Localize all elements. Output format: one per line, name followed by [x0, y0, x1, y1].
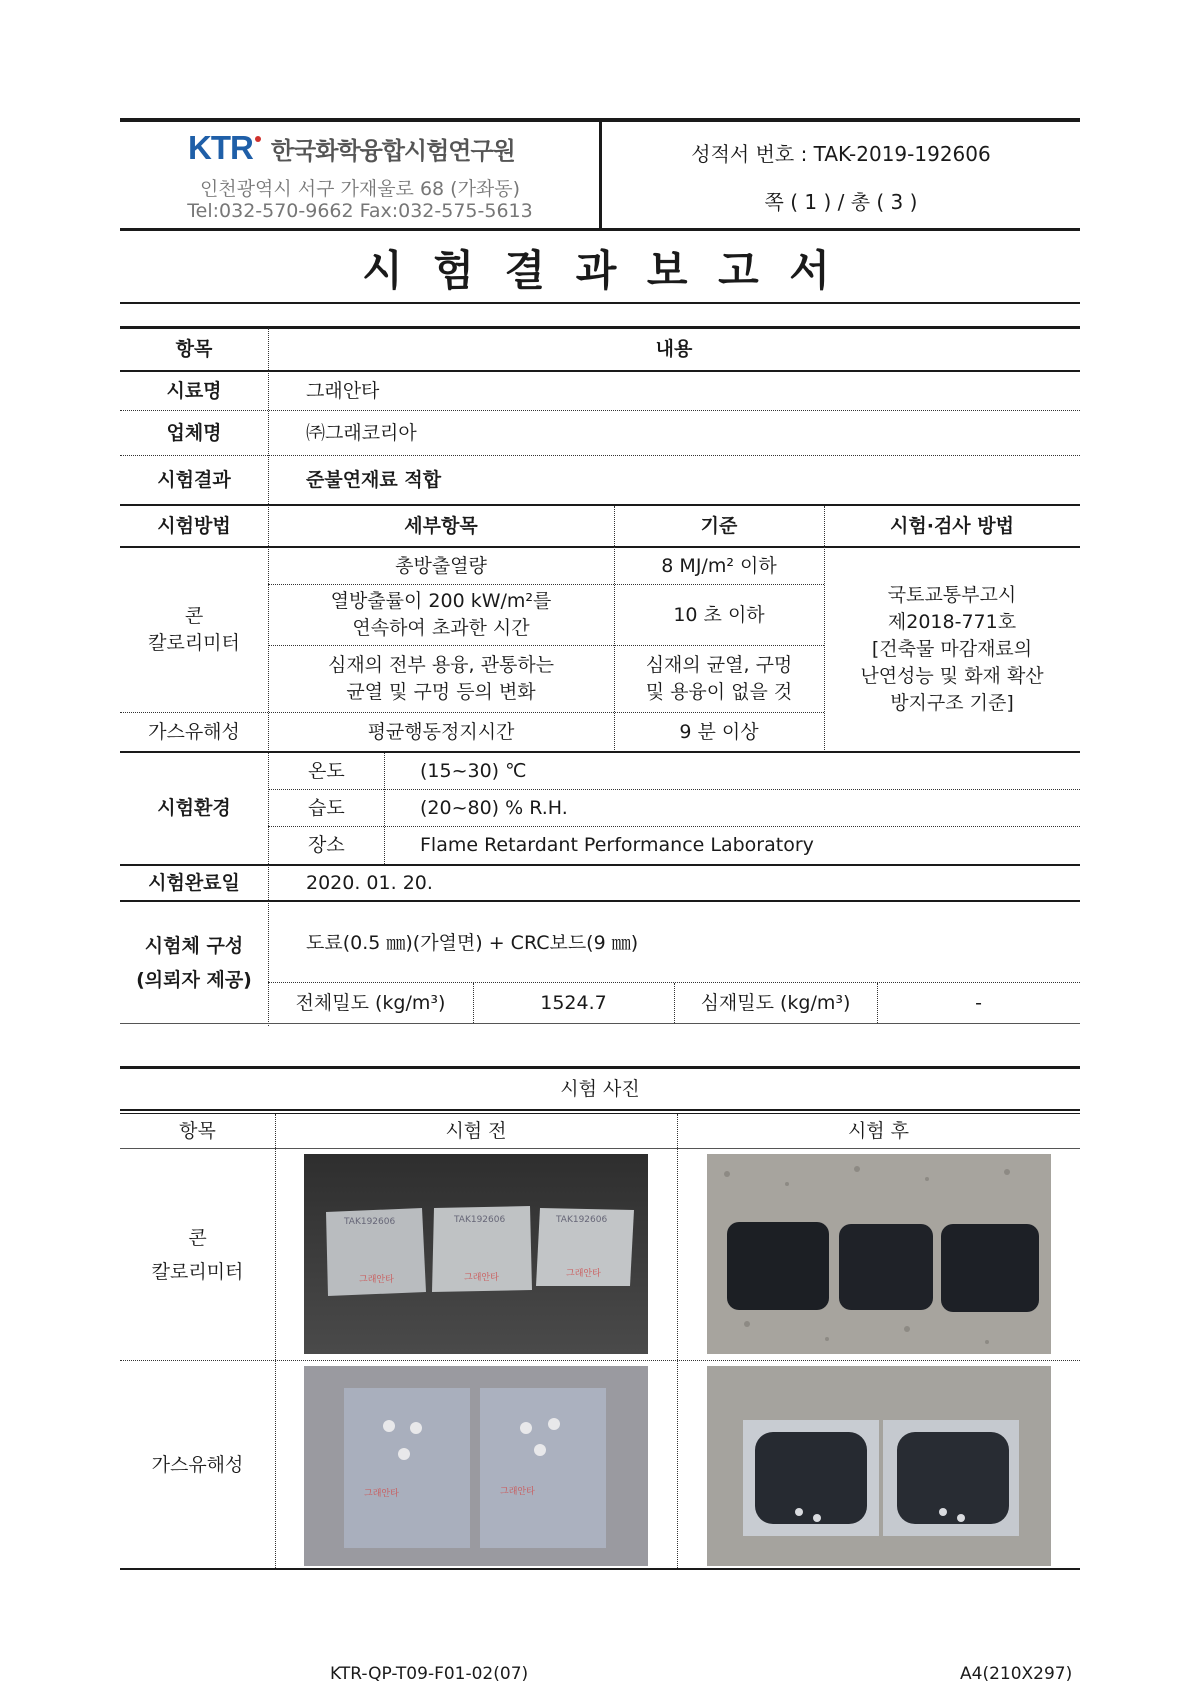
inspection-method-line2: 제2018-771호: [887, 611, 1017, 633]
completion-label: 시험완료일: [148, 871, 240, 894]
detail-avg-stop-time: 평균행동정지시간: [367, 720, 515, 743]
specimen-value: 도료(0.5 ㎜)(가열면) + CRC보드(9 ㎜): [306, 931, 639, 954]
standard-core-change-line2: 및 용융이 없을 것: [645, 681, 793, 703]
cone-after-photo: [707, 1154, 1051, 1354]
inspection-method-line1: 국토교통부고시: [887, 584, 1017, 606]
inspection-method: [824, 548, 1080, 751]
specimen-label-line2: (의뢰자 제공): [136, 969, 252, 991]
specimen-label: [120, 902, 268, 1024]
col-content-header: 내용: [655, 337, 693, 360]
svg-text:TAK192606: TAK192606: [556, 1215, 608, 1225]
photo-col-after: 시험 후: [847, 1119, 910, 1142]
method-label: 시험방법: [157, 514, 231, 537]
gas-label: 가스유해성: [148, 720, 240, 743]
env-temp-key: 온도: [308, 759, 345, 782]
org-contact: Tel:032-570-9662 Fax:032-575-5613: [187, 200, 533, 222]
svg-text:그래안타: 그래안타: [500, 1487, 535, 1497]
photo-row1-label-line1: 콘: [188, 1227, 207, 1249]
env-humidity-key: 습도: [308, 796, 345, 819]
total-density-label: 전체밀도 (kg/m³): [295, 991, 446, 1014]
env-place-value: Flame Retardant Performance Laboratory: [420, 834, 814, 856]
detail-heat-release-time-line1: 열방출률이 200 kW/m²를: [330, 590, 552, 612]
detail-core-change-line2: 균열 및 구멍 등의 변화: [346, 681, 536, 703]
result-value: 준불연재료 적합: [306, 468, 442, 491]
completion-date: 2020. 01. 20.: [306, 871, 433, 894]
standard-core-change-line1: 심재의 균열, 구멍: [645, 654, 793, 676]
page-title: 시 험 결 과 보 고 서: [362, 246, 838, 295]
inspection-method-line4: 난연성능 및 화재 확산: [860, 665, 1044, 687]
report-number: 성적서 번호 : TAK-2019-192606: [691, 142, 991, 166]
detail-core-change: [268, 646, 614, 712]
detail-total-heat: 총방출열량: [395, 554, 487, 577]
total-density-value: 1524.7: [540, 991, 607, 1014]
gas-after-photo: [707, 1366, 1051, 1566]
cone-label: [120, 548, 268, 712]
svg-text:TAK192606: TAK192606: [454, 1215, 506, 1225]
detail-heat-release-time: [268, 585, 614, 645]
gas-before-photo: [304, 1366, 648, 1566]
sample-name-value: 그래안타: [306, 379, 380, 402]
org-name: 한국화학융합시험연구원: [270, 136, 515, 165]
svg-text:TAK192606: TAK192606: [344, 1217, 396, 1227]
svg-text:그래안타: 그래안타: [359, 1275, 394, 1285]
detail-core-change-line1: 심재의 전부 용융, 관통하는: [327, 654, 555, 676]
photo-col-item: 항목: [179, 1119, 216, 1142]
svg-text:그래안타: 그래안타: [464, 1273, 499, 1283]
photo-section-title: 시험 사진: [560, 1077, 640, 1100]
svg-text:그래안타: 그래안타: [364, 1489, 399, 1499]
standard-avg-stop-time: 9 분 이상: [679, 720, 759, 743]
standard-heat-release-time: 10 초 이하: [673, 603, 765, 626]
photo-row1-label-line2: 칼로리미터: [151, 1261, 244, 1283]
cone-before-photo: [304, 1154, 648, 1354]
logo-accent-icon: [255, 136, 261, 142]
svg-text:그래안타: 그래안타: [566, 1269, 601, 1279]
form-code: KTR-QP-T09-F01-02(07): [330, 1664, 529, 1684]
cone-label-line1: 콘: [184, 605, 204, 627]
standard-core-change: [614, 646, 824, 712]
standard-total-heat: 8 MJ/m² 이하: [661, 554, 777, 577]
photo-row1-label: [120, 1150, 275, 1360]
photo-col-before: 시험 전: [445, 1119, 507, 1142]
sample-name-label: 시료명: [166, 379, 222, 402]
company-value: ㈜그래코리아: [306, 421, 417, 444]
col-item-header: 항목: [175, 337, 213, 360]
paper-size: A4(210X297): [960, 1664, 1073, 1684]
company-label: 업체명: [166, 421, 222, 444]
detail-heat-release-time-line2: 연속하여 초과한 시간: [352, 617, 530, 639]
logo-text: KTR: [188, 129, 253, 166]
core-density-value: -: [975, 991, 982, 1014]
inspection-method-line3: [건축물 마감재료의: [871, 638, 1033, 660]
method-header-inspection: 시험·검사 방법: [890, 514, 1014, 537]
env-place-key: 장소: [308, 834, 345, 856]
org-address: 인천광역시 서구 가재울로 68 (가좌동): [199, 178, 521, 200]
photo-row2-label: 가스유해성: [151, 1453, 244, 1476]
core-density-label: 심재밀도 (kg/m³): [700, 991, 851, 1014]
page-info: 쪽 ( 1 ) / 총 ( 3 ): [764, 190, 918, 214]
cone-label-line2: 칼로리미터: [148, 632, 240, 654]
result-label: 시험결과: [157, 468, 231, 491]
ktr-logo: [188, 128, 515, 168]
inspection-method-line5: 방지구조 기준]: [890, 692, 1014, 714]
env-label: 시험환경: [157, 797, 231, 819]
env-temp-value: (15~30) ℃: [420, 759, 527, 782]
specimen-label-line1: 시험체 구성: [144, 935, 244, 957]
method-header-standard: 기준: [700, 514, 738, 537]
method-header-detail: 세부항목: [404, 514, 478, 537]
env-humidity-value: (20~80) % R.H.: [420, 796, 568, 819]
